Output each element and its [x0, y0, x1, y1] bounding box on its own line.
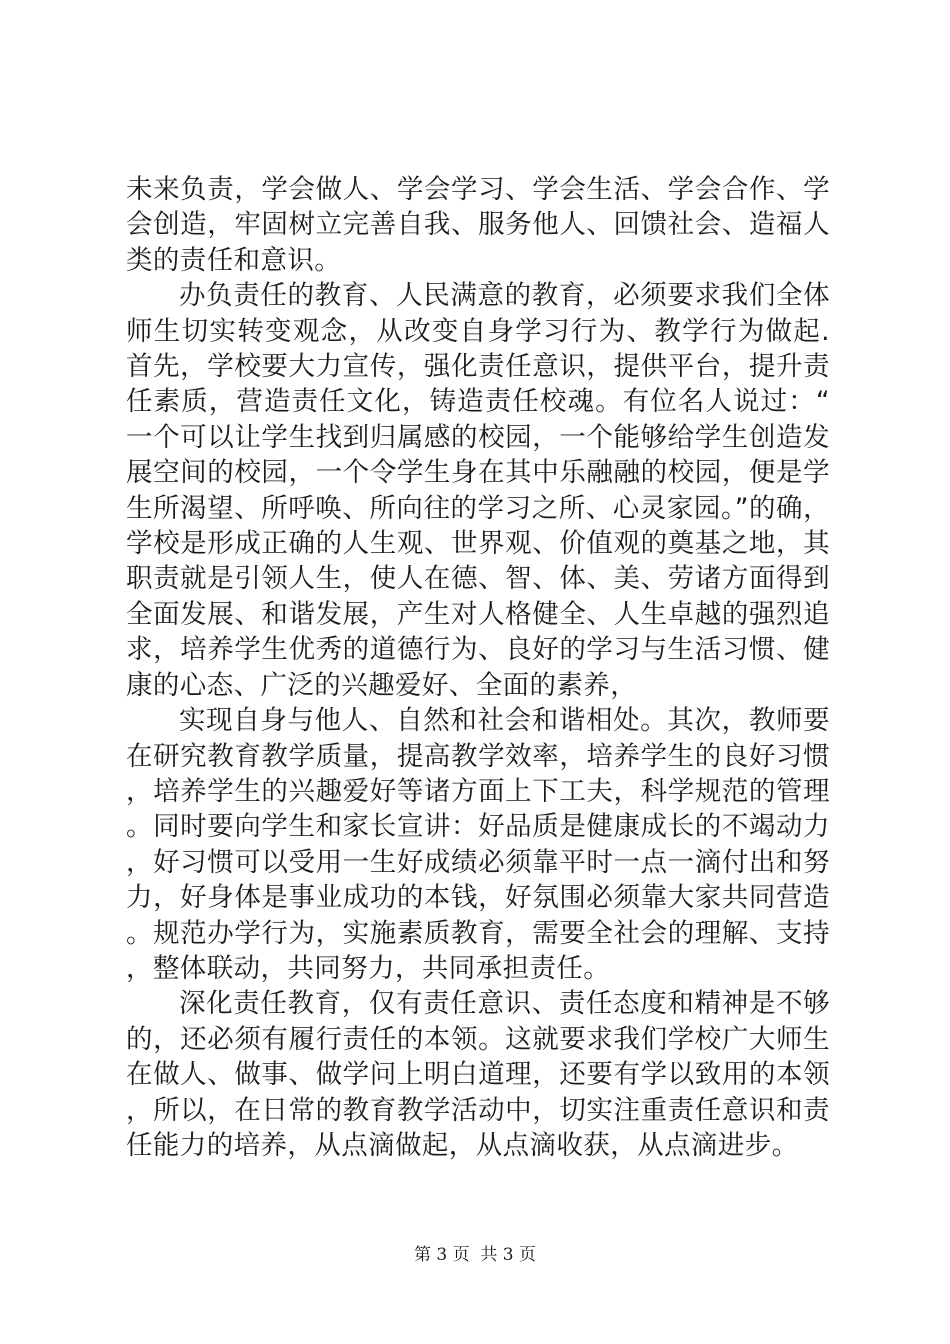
document-body: [126, 172, 830, 1163]
paragraph-2: 办负责任的教育、人民满意的教育，必须要求我们全体师生切实转变观念，从改变自身学习行为、教学行为做起.首先，学校要大力宣传，强化责任意识，提供平台，提升责任素质，营造责任文化，铸造责任校魂。有位名人说过：“一个可以让学生找到归属感的校园，一个能够给学生创造发展空间的校园，一个令学生身在其中乐融融的校园，便是学生所渴望、所呼唤、所向往的学习之所、心灵家园。”的确，学校是形成正确的人生观、世界观、价值观的奠基之地，其职责就是引领人生，使人在德、智、体、美、劳诸方面得到全面发展、和谐发展，产生对人格健全、人生卓越的强烈追求，培养学生优秀的道德行为、良好的学习与生活习惯、健康的心态、广泛的兴趣爱好、全面的素养，: [126, 280, 830, 701]
paragraph-4: 深化责任教育，仅有责任意识、责任态度和精神是不够的，还必须有履行责任的本领。这就要求我们学校广大师生在做人、做事、做学问上明白道理，还要有学以致用的本领，所以，在日常的教育教学活动中，切实注重责任意识和责任能力的培养，从点滴做起，从点滴收获，从点滴进步。: [126, 988, 830, 1161]
paragraph-3: 实现自身与他人、自然和社会和谐相处。其次，教师要在研究教育教学质量，提高教学效率，培养学生的良好习惯，培养学生的兴趣爱好等诸方面上下工夫，科学规范的管理。同时要向学生和家长宣讲：好品质是健康成长的不竭动力，好习惯可以受用一生好成绩必须靠平时一点一滴付出和努力，好身体是事业成功的本钱，好氛围必须靠大家共同营造。规范办学行为，实施素质教育，需要全社会的理解、支持，整体联动，共同努力，共同承担责任。: [126, 705, 830, 984]
paragraph-1: 未来负责，学会做人、学会学习、学会生活、学会合作、学会创造，牢固树立完善自我、服务他人、回馈社会、造福人类的责任和意识。: [126, 174, 830, 276]
page-number-footer: 第 3 页 共 3 页: [413, 1245, 537, 1265]
